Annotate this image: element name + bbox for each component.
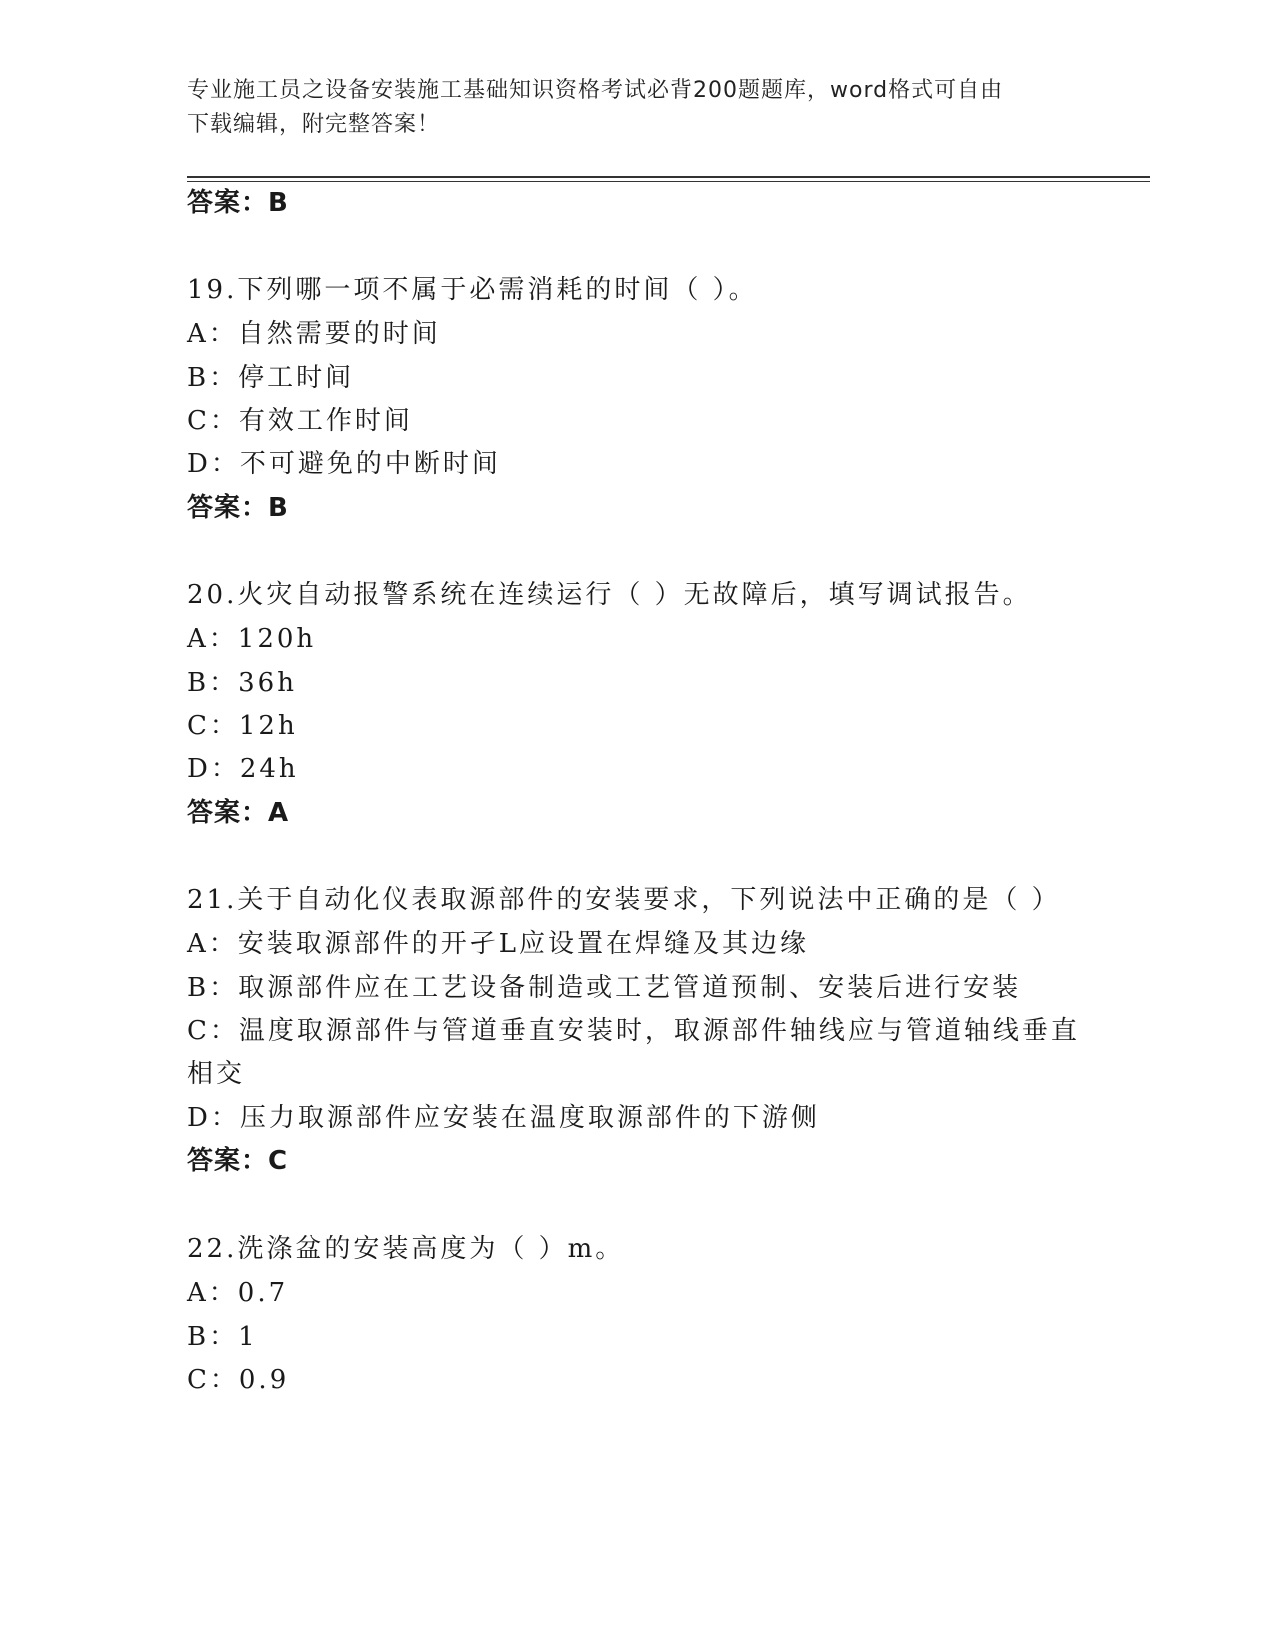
question-21-stem: 21.关于自动化仪表取源部件的安装要求，下列说法中正确的是（ ） bbox=[187, 885, 1061, 915]
answer-19: 答案：B bbox=[187, 493, 289, 523]
question-22-option-b: B：1 bbox=[187, 1322, 258, 1352]
header-line-2: 下载编辑，附完整答案！ bbox=[187, 112, 441, 137]
header-divider-thin bbox=[187, 181, 1150, 182]
answer-20: 答案：A bbox=[187, 798, 290, 828]
question-20-option-a: A：120h bbox=[187, 624, 317, 654]
answer-21: 答案：C bbox=[187, 1146, 289, 1176]
header-line-1: 专业施工员之设备安装施工基础知识资格考试必背200题题库，word格式可自由 bbox=[187, 78, 1004, 103]
question-22-option-a: A：0.7 bbox=[187, 1278, 289, 1308]
question-20-stem: 20.火灾自动报警系统在连续运行（ ）无故障后，填写调试报告。 bbox=[187, 580, 1032, 610]
question-19-option-a: A：自然需要的时间 bbox=[187, 319, 441, 349]
question-21-option-a: A：安装取源部件的开孑L应设置在焊缝及其边缘 bbox=[187, 929, 810, 959]
answer-18: 答案：B bbox=[187, 188, 289, 218]
document-header bbox=[187, 74, 1087, 142]
question-21-option-b: B：取源部件应在工艺设备制造或工艺管道预制、安装后进行安装 bbox=[187, 973, 1022, 1003]
question-21-option-c-continued: 相交 bbox=[187, 1059, 246, 1089]
question-20-option-b: B：36h bbox=[187, 668, 297, 698]
question-20-option-c: C：12h bbox=[187, 711, 298, 741]
question-22-option-c: C：0.9 bbox=[187, 1365, 290, 1395]
question-21-option-d: D：压力取源部件应安装在温度取源部件的下游侧 bbox=[187, 1103, 820, 1133]
question-19-option-b: B：停工时间 bbox=[187, 363, 355, 393]
question-20-option-d: D：24h bbox=[187, 754, 299, 784]
question-19-stem: 19.下列哪一项不属于必需消耗的时间（ ）。 bbox=[187, 275, 758, 305]
question-19-option-c: C：有效工作时间 bbox=[187, 406, 413, 436]
question-22-stem: 22.洗涤盆的安装高度为（ ）m。 bbox=[187, 1234, 625, 1264]
header-divider-thick bbox=[187, 176, 1150, 178]
question-21-option-c: C：温度取源部件与管道垂直安装时，取源部件轴线应与管道轴线垂直 bbox=[187, 1016, 1080, 1046]
question-19-option-d: D：不可避免的中断时间 bbox=[187, 449, 501, 479]
